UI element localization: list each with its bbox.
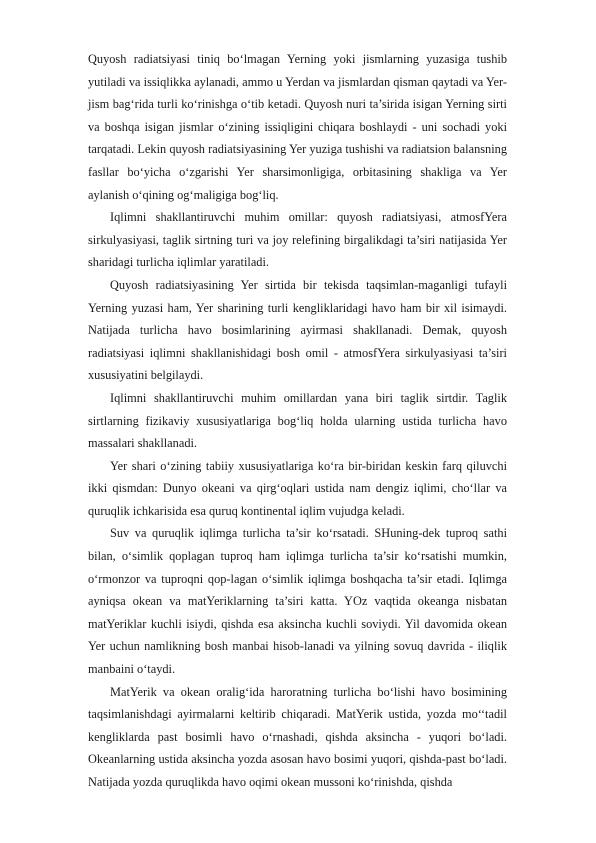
paragraph: Iqlimni shakllantiruvchi muhim omillar: quyosh radiatsiyasi, atmosfYera sirkulyasiyasi, taglik sirtning turi va joy relefining birgalikdagi ta’siri natijasida Yer sharidagi turlicha iqlimlar yaratiladi. [88,210,507,270]
paragraph: Suv va quruqlik iqlimga turlicha ta’sir ko‘rsatadi. SHuning-dek tuproq sathi bilan, o‘simlik qoplagan tuproq ham iqlimga turlicha ta’sir ko‘rsatishi mumkin, o‘rmonzor va tuproqni qop-lagan o‘simlik iqlimga boshqacha ta’sir etadi. Iqlimga ayniqsa okean va matYeriklarning ta’siri katta. YOz vaqtida okeanga nisbatan matYeriklar kuchli isiydi, qishda esa aksincha kuchli soviydi. Yil davomida okean Yer uchun namlikning bosh manbai hisob-lanadi va yilning sovuq davrida - iliqlik manbaini o‘taydi. [88,526,507,677]
paragraph: Quyosh radiatsiyasining Yer sirtida bir tekisda taqsimlan-maganligi tufayli Yerning yuzasi ham, Yer sharining turli kengliklaridagi havo ham bir xil isimaydi. Natijada turlicha havo bosimlarining ayirmasi shakllanadi. Demak, quyosh radiatsiyasi iqlimni shakllanishidagi bosh omil - atmosfYera sirkulyasiyasi ta’siri xususiyatini belgilaydi. [88,277,507,383]
document-body [88,48,507,794]
paragraph: MatYerik va okean oralig‘ida haroratning turlicha bo‘lishi havo bosimining taqsimlanishdagi ayirmalarni keltirib chiqaradi. MatYerik ustida, yozda mo‘‘tadil kengliklarda past bosimli havo o‘rnashadi, qishda aksincha - yuqori bo‘ladi. Okeanlarning ustida aksincha yozda asosan havo bosimi yuqori, qishda-past bo‘ladi. Natijada yozda quruqlikda havo oqimi okean mussoni ko‘rinishda, qishda [88,684,507,789]
paragraph: Yer shari o‘zining tabiiy xususiyatlariga ko‘ra bir-biridan keskin farq qiluvchi ikki qismdan: Dunyo okeani va qirg‘oqlari ustida nam dengiz iqlimi, cho‘llar va quruqlik ichkarisida esa quruq kontinental iqlim vujudga keladi. [88,458,507,518]
paragraph: Quyosh radiatsiyasi tiniq bo‘lmagan Yerning yoki jismlarning yuzasiga tushib yutiladi va issiqlikka aylanadi, ammo u Yerdan va jismlardan qisman qaytadi va Yer-jism bag‘rida turli ko‘rinishga o‘tib ketadi. Quyosh nuri ta’sirida isigan Yerning sirti va boshqa isigan jismlar o‘zining issiqligini chiqara boshlaydi - uni sochadi yoki tarqatadi. Lekin quyosh radiatsiyasining Yer yuziga tushishi va radiatsion balansning fasllar bo‘yicha o‘zgarishi Yer sharsimonligiga, orbitasining shakliga va Yer aylanish o‘qining og‘maligiga bog‘liq. [88,52,507,202]
paragraph: Iqlimni shakllantiruvchi muhim omillardan yana biri taglik sirtdir. Taglik sirtlarning fizikaviy xususiyatlariga bog‘liq holda ularning ustida turlicha havo massalari shakllanadi. [88,390,507,451]
